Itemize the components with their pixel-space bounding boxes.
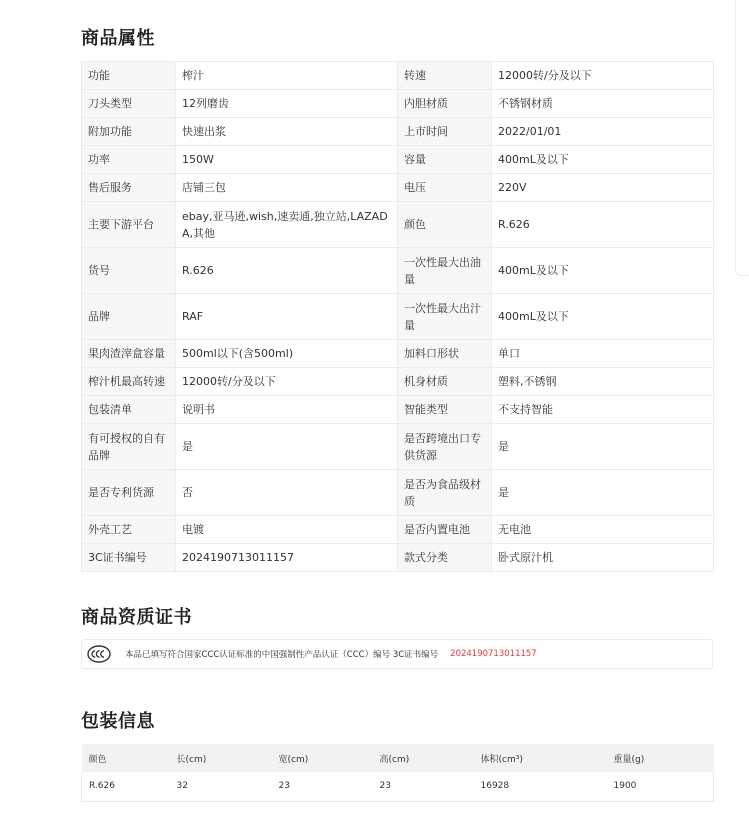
certificate-text: 本品已填写符合国家CCC认证标准的中国强制性产品认证（CCC）编号 3C证书编号 [125, 650, 439, 660]
attribute-name: 品牌 [82, 294, 176, 340]
packaging-title: 包装信息 [81, 711, 155, 732]
packaging-column-header: 长(cm) [170, 744, 272, 772]
attribute-name: 是否为食品级材质 [398, 470, 492, 516]
attribute-row [82, 248, 714, 294]
ccc-icon [87, 645, 111, 663]
attribute-name: 货号 [82, 248, 176, 294]
attribute-value: 400mL及以下 [492, 294, 714, 340]
attribute-value: 榨汁 [176, 62, 398, 90]
packaging-column-header: 宽(cm) [272, 744, 373, 772]
packaging-cell: R.626 [82, 772, 170, 801]
attribute-name: 机身材质 [398, 368, 492, 396]
attribute-row [82, 118, 714, 146]
attribute-name: 上市时间 [398, 118, 492, 146]
attribute-row [82, 340, 714, 368]
attribute-row [82, 368, 714, 396]
packaging-table [81, 744, 714, 802]
attribute-row [82, 294, 714, 340]
attribute-value: 500ml以下(含500ml) [176, 340, 398, 368]
attribute-value: RAF [176, 294, 398, 340]
packaging-column-header: 高(cm) [373, 744, 474, 772]
attribute-value: 12000转/分及以下 [176, 368, 398, 396]
attribute-value: 12000转/分及以下 [492, 62, 714, 90]
attribute-value: 单口 [492, 340, 714, 368]
attribute-name: 功率 [82, 146, 176, 174]
attribute-name: 是否跨境出口专供货源 [398, 424, 492, 470]
attribute-name: 内胆材质 [398, 90, 492, 118]
packaging-row [82, 772, 714, 801]
attribute-value: 150W [176, 146, 398, 174]
attribute-row [82, 424, 714, 470]
attribute-name: 容量 [398, 146, 492, 174]
attribute-name: 颜色 [398, 202, 492, 248]
certificate-title: 商品资质证书 [81, 607, 192, 628]
attribute-name: 电压 [398, 174, 492, 202]
attribute-value: 电镀 [176, 516, 398, 544]
attribute-name: 附加功能 [82, 118, 176, 146]
attribute-row [82, 174, 714, 202]
attribute-name: 功能 [82, 62, 176, 90]
attribute-value: 2024190713011157 [176, 544, 398, 572]
attribute-row [82, 516, 714, 544]
attribute-name: 是否专利货源 [82, 470, 176, 516]
attribute-value: 400mL及以下 [492, 146, 714, 174]
attribute-name: 刀头类型 [82, 90, 176, 118]
attribute-name: 加料口形状 [398, 340, 492, 368]
attribute-name: 果肉渣滓盒容量 [82, 340, 176, 368]
attribute-name: 是否内置电池 [398, 516, 492, 544]
packaging-cell: 1900 [607, 772, 714, 801]
attribute-value: 是 [492, 470, 714, 516]
attribute-row [82, 62, 714, 90]
packaging-cell: 16928 [474, 772, 607, 801]
attribute-row [82, 396, 714, 424]
packaging-column-header: 颜色 [82, 744, 170, 772]
packaging-cell: 32 [170, 772, 272, 801]
attribute-value: 不支持智能 [492, 396, 714, 424]
attribute-value: 塑料,不锈钢 [492, 368, 714, 396]
attribute-value: R.626 [176, 248, 398, 294]
attribute-value: ebay,亚马逊,wish,速卖通,独立站,LAZADA,其他 [176, 202, 398, 248]
attribute-value: 卧式原汁机 [492, 544, 714, 572]
attribute-name: 主要下游平台 [82, 202, 176, 248]
attribute-name: 款式分类 [398, 544, 492, 572]
packaging-header-row [82, 744, 714, 772]
attributes-table [81, 61, 714, 572]
attribute-value: 否 [176, 470, 398, 516]
certificate-number: 2024190713011157 [450, 649, 537, 659]
attribute-name: 售后服务 [82, 174, 176, 202]
attribute-name: 有可授权的自有品牌 [82, 424, 176, 470]
attribute-value: 400mL及以下 [492, 248, 714, 294]
attribute-value: 店铺三包 [176, 174, 398, 202]
attribute-name: 转速 [398, 62, 492, 90]
attribute-value: R.626 [492, 202, 714, 248]
attribute-name: 榨汁机最高转速 [82, 368, 176, 396]
attribute-value: 无电池 [492, 516, 714, 544]
attributes-title: 商品属性 [81, 28, 155, 49]
attribute-value: 12列磨齿 [176, 90, 398, 118]
attribute-value: 是 [176, 424, 398, 470]
attribute-name: 外壳工艺 [82, 516, 176, 544]
attribute-row [82, 544, 714, 572]
attribute-name: 3C证书编号 [82, 544, 176, 572]
packaging-column-header: 重量(g) [607, 744, 714, 772]
attribute-value: 快速出浆 [176, 118, 398, 146]
attribute-value: 2022/01/01 [492, 118, 714, 146]
attribute-row [82, 90, 714, 118]
attribute-name: 智能类型 [398, 396, 492, 424]
certificate-box [81, 639, 713, 669]
attribute-row [82, 146, 714, 174]
attribute-row [82, 202, 714, 248]
attribute-value: 220V [492, 174, 714, 202]
attribute-value: 说明书 [176, 396, 398, 424]
attribute-row [82, 470, 714, 516]
packaging-column-header: 体积(cm³) [474, 744, 607, 772]
attribute-name: 包装清单 [82, 396, 176, 424]
attribute-name: 一次性最大出油量 [398, 248, 492, 294]
attribute-value: 不锈钢材质 [492, 90, 714, 118]
attribute-name: 一次性最大出汁量 [398, 294, 492, 340]
side-panel-edge [735, 0, 749, 276]
packaging-cell: 23 [373, 772, 474, 801]
packaging-cell: 23 [272, 772, 373, 801]
attribute-value: 是 [492, 424, 714, 470]
